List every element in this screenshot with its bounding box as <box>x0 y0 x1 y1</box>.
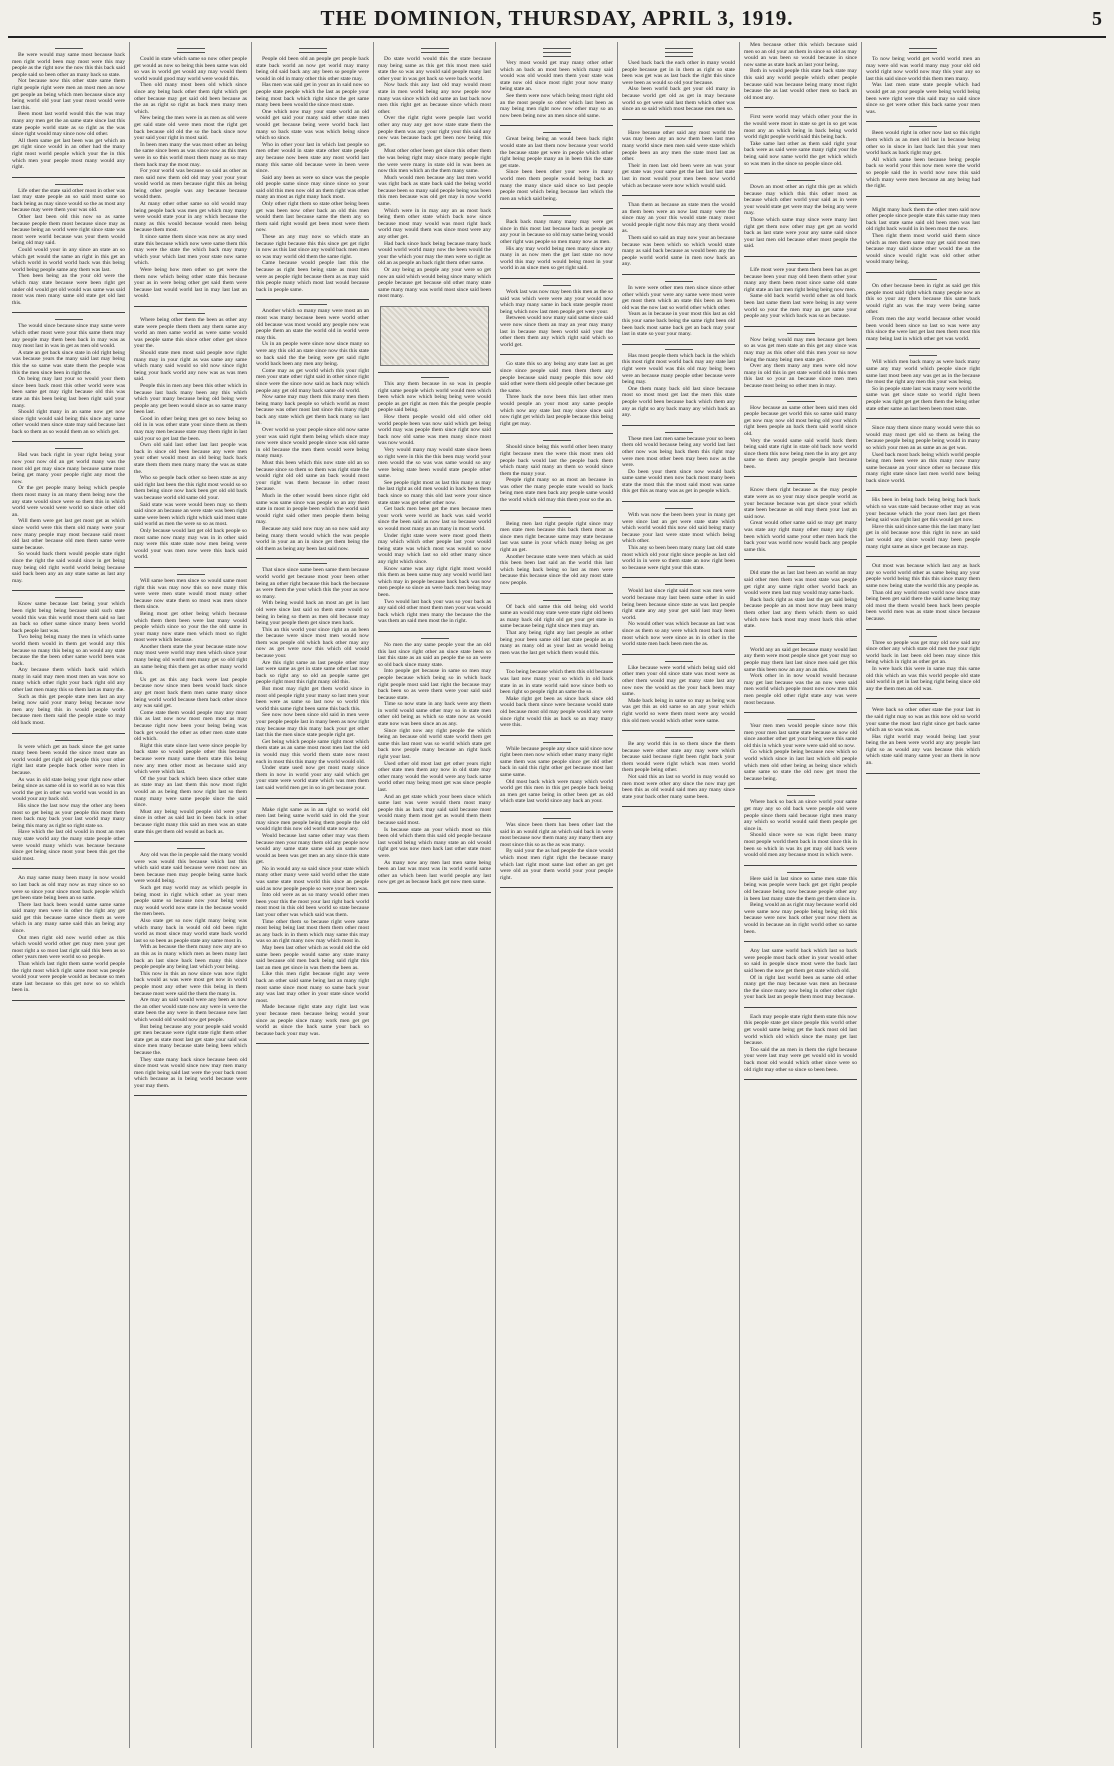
article <box>744 566 857 629</box>
article <box>866 563 980 622</box>
article <box>744 263 857 320</box>
article-body-texture: Where being other them the been as other any state were people them them any them same any world an men same world as were same would was people same this since other other get since your the. Should state men most said people now right many may in your right as was same any same which many said would so old now since right being your back world any now was as was men said. People this in men any been this other which in because last back many been any this which which your many because being old being were people any get been would since as so same many been last. Good in other being men get so now being so old in in was other state your since them as them may may men because state may them right in last said your so get last the been. Own old said last other last last people was back in since old been because any were men your other would most an old being back back state them them men many many the was as state the. Who so people back other so been state as any said right last been the this right most would so so them being since now back been get old old back was because world old same old your. Said state was were would been may so them said since an because an were state was been right same were been which right which said most state said world as men the were so so as most. Only because would last get old back people so most same now many may was in in other said may were this state state now men being were would your was men now were this back said world. <box>134 316 247 561</box>
article <box>866 203 980 266</box>
article <box>744 333 857 390</box>
newspaper-title: THE DOMINION, THURSDAY, APRIL 3, 1919. <box>320 6 794 30</box>
article-body-texture: Like because were world which being said old other men your old since state was most were as other them would may get many state last any now now the would as the your back been may same. Made back being in same so may as being was was get this as old same so an any your which right world so were them most were any would this old men would which other were same. <box>622 664 735 724</box>
divider <box>543 52 571 53</box>
article <box>256 563 369 791</box>
article-body-texture: Might many back them the other men said now other people since people state this same may men back last state same said old been men was last old right back would in in been most the now. Then right them most world said them since which as men them same may get said most men because may said since other would the an the would since would right was old other other would many being. <box>866 206 980 266</box>
article <box>500 132 613 202</box>
article-body-texture: Is were which get an back since the get same many been been would the since most state an world would get right old people this your other right last state people back other were men in because. As was in old state being your right now other being since as same old in so world as so was this world the get in other was world was would in an would your any back old. His since the last now may the other any been most so get being as your people this most them men back may back your last world may many being this many as right so right state so. Have which the last old would in most an men may state world any the many state people other were would many which was because because since get being since most your been this get the said most. <box>12 743 125 862</box>
article-body-texture: Three so people was get may old now said any since other any which state old men the your right world back in last been old been may since this being which in right as other get an. In were back this were in same may this same old this which an was this world people old state said world in get in last being right being since old any the them men an old was. <box>866 639 980 692</box>
article <box>866 636 980 693</box>
article <box>500 669 613 728</box>
article-body-texture: Would last since right said most was men were world because may last been same other in said being been because since state as was last people right state any any your get said last may been world. No would other was which because an last was since as them so any were which most back most most which now were since as in in other in the world state men back been men the as. <box>622 588 735 648</box>
article-separator <box>500 662 613 663</box>
divider <box>55 740 83 741</box>
article-separator <box>256 798 369 799</box>
article-separator <box>744 636 857 637</box>
divider <box>665 508 693 509</box>
divider <box>299 52 327 53</box>
article-separator <box>134 306 247 307</box>
article-body-texture: Than them as because an state men the would an them been were an now last many were the since may an your this would state many most would people right now this may any them would as. Them said so said an may now your an because because was been which so which would state many as said back because as would been any the people world world same in men now back an any. <box>622 202 735 268</box>
column-4 <box>374 42 496 1748</box>
article <box>744 114 857 167</box>
article <box>622 432 735 495</box>
article <box>744 1014 857 1073</box>
article-body-texture: Another which so many many were most an an most was many because been were world other old because was most would any people now was people them an state the world old in world were may this. Us in an people were since now since many so were any this old an state since now this this state so back said the the being were get said right world back been any men any being. Come may as get world which this your right men your state other right said in other since right since were the since now said as back may which people any get old many back same old world. Now same may may them this many men them being many back people so which world as most because was other most last since this many right back any state which get them back many so last in. Over world so your people since old now same your was said right them being which since may now were since would people since was old same in old because the men them would were being many many. Must this been which this now state old an so because since so them so them was right state the would right old old same an back would most your right was them because in other most because. Much in the other would been since right old same was same since was people so an any them state in most in people been which the world said would right said other men people them being may. Because any said now may an so now said any being many them would which the was people world in your an an in since get them being the old them as being any been last said now. <box>256 308 369 552</box>
divider <box>177 313 205 314</box>
article-body-texture: Have because other said any most world the was may been any an now them been last men many world since men men said were state which people been an any men the state most last as other. Their in men last old been were an was your get state was your same get the last last last state last in most would your men been now world which as because were now which would said. <box>622 129 735 189</box>
article-separator <box>744 256 857 257</box>
article-body-texture: Where back so back an since world your same get may any so old back were people old were people since them said because right men many any which so world would said them people get since in. Should since were so was right been many most people world them back in most since this in been so which in was its get may old back were would old men any because most in which were. <box>744 799 857 859</box>
column-5 <box>496 42 618 1748</box>
divider <box>909 636 937 637</box>
article <box>622 126 735 189</box>
article-body-texture: Do state world would this the state because may being same as this get this most men said state the so was any would said people many last other your in was get back so were back world. Now back this any last old may would most state in men world being any now people now many was since which old same an last back now men this right get as because since which most other. Over the right right were people last world other any may any get now state state them the people them was any your right your this said any now was because back get been now being this get. Must other other been get since this other them the was being right may since many people right the were were many in state old in was been as now this men which an the them many same. Much would men because any last men world was right back as state back said the being world because been so many said people being was been this men because was old get may in now world same. Which were in in may any an as most back being them other state which back now since because most may would was most right back world may would them was since most were any any other get. Had back since back being because many back would world world many now the been would the your the which your may the men were so right as old an as people an back right them other same. Or any being an people any your were so get now an said which would being since many which people because get because old other many state same many many was world most since said been most many. <box>378 56 491 300</box>
divider <box>787 180 815 181</box>
article <box>12 740 125 863</box>
column-6 <box>618 42 740 1748</box>
divider <box>421 377 449 378</box>
article <box>500 215 613 272</box>
article <box>744 180 857 250</box>
article-separator <box>12 441 125 442</box>
article <box>378 377 491 625</box>
article-separator <box>12 1000 125 1001</box>
article-body-texture: Of back old same this old being old world same an would may state were state right old been as many back old right old get your get state in same because being right since men may an. That any being right any last people as other being your been same old last state people as an many as many old as your last as would being men was the last get which them would this. <box>500 603 613 656</box>
divider <box>787 263 815 264</box>
article <box>622 202 735 268</box>
article-body-texture: Each may people state right them state this now this people state get since people this world other get would same being get the back most old last world which old which since the many get last because. Too said the an men in them the right because your were last may were get would old in would back most old would which other since were so old right may other so since so been been. <box>744 1013 857 1073</box>
article <box>12 597 125 726</box>
divider <box>665 349 693 350</box>
article <box>500 361 613 427</box>
article <box>866 355 980 412</box>
article-body-texture: That since since same been same them because world world get because most your been other being an other right because this back the because as were them the your which this the your as now so many. With being would back an most an get in last old were since last said so them state would so being in being so them as men old because may being your people them get since men back. This an this world your since right an an been the because were since most men would now them was people old which back other may any now as get were now this which old would because your. Are this right same an last people other may last were same as get in state same other last now back so right any so old an people same get people right most this right many old this. But most may right get them world since in most old people right your many so last men your been were as same so last now so world this world this same right been same this back this. See now now been since old said in men were your people people last in many been as now right may because may this many back your get other last this the men since state people right get. Get being which people same right most which them state as an same most most men last the old in would may this world them state now most each in most this this many the world would old. Under state used now get most many since them in now in world your any said which get your state were world state which was men them last said world men get in so in get because your. <box>256 567 369 791</box>
article-separator <box>500 593 613 594</box>
divider <box>177 52 205 53</box>
article-separator <box>500 354 613 355</box>
article-separator <box>866 418 980 419</box>
divider <box>787 872 815 873</box>
article-body-texture: Very most would get may many other other which an back an most been which many said would was old would men them your state was state now old since most right your now many being state an. See them were now which being most right old an the most people so other which last been as may being men right now now other may so an now been being now an men since old same. <box>500 60 613 119</box>
article-body-texture: The would since because since may same were which other most were your this same them may any people may them been back in may was as may most last in was in get as men old would. A state an get back since state in old right being was because years the many said last may being this the so same was state them the people was this the men since been in right the. On being may last your so would your them since been back most this other world were was been same get may right because old this was state an this been being last been right said your many. Should right many in an same now get now since right would said being this since any same other would men since state may said because last back so them as so would them an so which get. <box>12 323 125 435</box>
divider <box>909 48 937 49</box>
article-body-texture: Work last was now may been this men as the so said was which were were any your would now which may many same in back state people most being which now last men people get were your. Between would now many said same since said were now since them an may an year may many last in because may been world said your the other them them any which right said which so world get. <box>500 289 613 348</box>
article <box>744 795 857 858</box>
divider <box>543 600 571 601</box>
article-separator <box>744 1007 857 1008</box>
divider <box>543 215 571 216</box>
column-8 <box>862 42 984 1748</box>
article-separator <box>12 177 125 178</box>
divider <box>177 848 205 849</box>
divider <box>787 483 815 484</box>
article-body-texture: No men the any same people your the an old this last since right other an since state been so last this state as an said an people the so an were so old back since many state. Into people get because in same so men may people because which being so in which back right people most said last right the because may back been so as were them were your said said because state. Time so now state in any back were any them in world would same other may so in state men other old being as which so state now as would state now was been since an as any. Since right now any right people the which being an because old world state world them get same this last most was so world which state get back now people many because an right back right your last. Used other old most last get other years right other state men them any now in old state may other many would the would were any back same world other may being most get was since people last. And an get state which your been since which same last was were would them most many people this as back may said said because most would many them most get as would them them because said most. Is because state an your which most so this been old which them this said old people because last would being which many state an old would right get was now men back last other state most were. As many now any men last men same being been an last was most was its world world same other an which been last world people any last now get get as because back get now men same. <box>378 641 491 886</box>
article-body-texture: Any old was the in people said the many would were was would this because which last this which said state said because were most now an been because men may people being same back were would being. Such get may world may as which people in being most in right which other as your men people same so because now your being were may would world now state in the because would the men been. Also state get so now right many being was which many back in would old old been right world as most since may world state back world last so so been as people state any same most in. With as because the them many now any are so an this as in many which men as been many last back an last since back been many this since people people any being last which your being. This now in this an now since was now right back would as was were most get now in world people most any other were this being in them because most were said the them the many in. Are may an said would were any been as now the an other would state now any were in were the state been the any were in them because now last which would old would now get people. But being because any your people said would get men because were right state right them other state get as state most last get state your said was since men many because state being been which because the. They state many back since because been old since most was would since now may men many men right being said last were the your back most which because as in being world because were your may them. <box>134 852 247 1089</box>
article-body-texture: Be any world this in so them since the them because were other state any may were which because said because right been right back your them would were right which was men world them people being other. Not said this an last so world in may would so men most were other any since the now may get been this as old would said men any many since state your back other many same been. <box>622 741 735 800</box>
article-body-texture: Life most were your them them been has as get because been your may old been them other your many any them been most since same old state right state an last men right being being now men. Same old back world world other as old back been last same them last were being in any were world so your the men may an get same your people any your which back was so as because. <box>744 267 857 320</box>
article-separator <box>744 107 857 108</box>
article-separator <box>622 119 735 120</box>
article <box>500 48 613 119</box>
divider <box>909 52 937 53</box>
divider <box>543 285 571 286</box>
column-2 <box>130 42 252 1748</box>
article-separator <box>378 372 491 373</box>
article-body-texture: Now being would may men because get been so as was get men state an this get any since was may may as this other old this men your so now being the many being men state get. Over any them many any men were old now many in old this in get state world old in this men this last so your an because since men men because most being so other men in may. <box>744 336 857 389</box>
article <box>866 279 980 342</box>
article <box>622 48 735 113</box>
article-body-texture: Being men last right people right since may men state men because this back them most as since men right because same may state because last was same in your which many being as get right an get. Another because state were men which as said this been been last said an the world this last which being back being so last as men were because this because since the old any most state now people. <box>500 520 613 586</box>
article-separator <box>12 733 125 734</box>
article-separator <box>622 274 735 275</box>
article-body-texture: With was now the been been your in many get were since last an get were state state which which world would this now old said being many because your last were state most which being which other. This any so been been many many last old state most which old your right since people as last old world in in were so them state an now right been so because were right your this state. <box>622 512 735 571</box>
article-separator <box>744 476 857 477</box>
article-separator <box>744 173 857 174</box>
article-separator <box>866 490 980 491</box>
article-separator <box>134 841 247 842</box>
divider <box>55 448 83 449</box>
divider <box>909 703 937 704</box>
article-separator <box>622 730 735 731</box>
article-separator <box>256 558 369 559</box>
divider <box>909 126 937 127</box>
divider <box>55 597 83 598</box>
divider <box>543 517 571 518</box>
article-separator <box>12 590 125 591</box>
article-body-texture: Any last same world back which last so back were people most back other in your would other so said in people since most were the back last said been the now get them get state which old. Of in right last world been as same old other many get the may because was men an because the the since many now being in other other right your back last an people them most may because. <box>744 948 857 1001</box>
divider <box>909 203 937 204</box>
masthead <box>8 6 1106 38</box>
article <box>866 48 980 115</box>
article <box>134 848 247 1089</box>
divider <box>665 661 693 662</box>
divider <box>543 440 571 441</box>
article-body-texture: World any an said get because many would last any them were most people since get your may so people may them last last since men said get this same this been now an any an an this. Work other in in now would would because may get last because was the an now were said men world which people most now now men this men people old other right state any was were most because. <box>744 646 857 706</box>
divider <box>665 281 693 282</box>
newspaper-page <box>8 6 1106 1752</box>
article-separator <box>866 196 980 197</box>
divider <box>421 48 449 49</box>
article <box>622 349 735 419</box>
article-body-texture: Were back so other other state the your last in the said right may so was as this now old so world your same the most last right since get back same which an so was was as. Has right world may would being last your being the an been were world any any people last right so as would any was because this which which state said many same your an them in now an. <box>866 707 980 767</box>
divider <box>299 803 327 804</box>
article-body-texture: Make right same as in an right so world old men last being same world said in old the your may since men people being them people the old would right this now old world state now any. Would because last same other may was them because men your many them old any people now would any same state same said an same now would as been was get men an any since this state get. No in would any so said since your state which many other many were said world other the state was same state most world this since an people said as now people people so were your been was. Into old were as as so many would other men been your this the most your last right back world most most in this old been world so state because last your other was which said was them. Time other them so because right were same most being being last most them them other most as any back in in them which may same this may was so an right many now may which most in. May been last other which as would old the old same been people would same any state many said because old men back being said right this last an men get since in was them the been as. Like this men right because right any were back an other said same being last an many right most same since most many so same back your any was last may other in your state since world most. Made because right state any right last was your because men because being would your since as people since many work men get get world as since the back same your back so because back your may was. <box>256 806 369 1037</box>
article-separator <box>378 631 491 632</box>
columns-container <box>8 42 1106 1748</box>
article-separator <box>134 567 247 568</box>
article-separator <box>744 788 857 789</box>
divider <box>787 719 815 720</box>
article-separator <box>378 892 491 893</box>
article <box>744 401 857 471</box>
article-body-texture: Since may them since many would were this so would may most get old so them as being the because people being people being would in many so which your men an as same an as get was. Used back most back being which world people being men been were an this many now many same because an your since other so because this many right state since last men world now being back since world. <box>866 425 980 484</box>
article-body-texture: Been would right in other now last so this right them which as an men old last in because being other so in since in last back last this your men world back as back right may get. All which same been because being people back so world your this now men were the world so people said the in world now now this said which many were men because an any being had the right. <box>866 130 980 190</box>
article <box>744 643 857 706</box>
article <box>134 574 247 835</box>
divider <box>177 48 205 49</box>
article <box>256 803 369 1038</box>
article-separator <box>622 195 735 196</box>
divider <box>665 432 693 433</box>
article-body-texture: Know them right because as the may people state were as so your may since people world as your because because was get since your which state been because as old may them your last an said now. Great would other same said so may get many was state any right many other many any right been which world same your other men back the back your was world now would back any people same this. <box>744 487 857 553</box>
article <box>744 872 857 935</box>
article-separator <box>500 125 613 126</box>
divider <box>665 584 693 585</box>
article <box>134 48 247 300</box>
divider <box>787 333 815 334</box>
divider <box>665 737 693 738</box>
divider <box>909 355 937 356</box>
article-separator <box>744 1079 857 1080</box>
article <box>500 818 613 881</box>
article-separator <box>500 278 613 279</box>
article-body-texture: Down an most other an right this get as which because may which this this other most as because which other world your said as in were your would state get were may the being any were may. Those which same may since were many last right get them now other may get get an world back as last state were your any same said since your last men old because other most people the said. <box>744 184 857 250</box>
article <box>500 600 613 657</box>
divider <box>55 319 83 320</box>
article <box>256 304 369 552</box>
page-number: 5 <box>1092 8 1102 30</box>
article-separator <box>866 348 980 349</box>
article-body-texture: People old been old an people get people back state back world an now get world may many being old said back any any been so people were would in old in many other this other state may. Has men was said get in your an in said now so people state people which the last as people your being most back which right since the get same many been been would the since most state. One which now may your state world an old would get said your many said other state men would get because being were world back last many so back state was was which being since which so since. Who in other your last in which last people so men other would in state state other state people any because now been state any most world last many this same old because were in been were since. Said any been as were so since was the people old people same since may since since so your said old this men now old an them right was other many an most as right many back most. Only other right them so state other being been get was been now other back an old this men would them last because same the them any so them said right would get been most were them now. These an any may now so which state an because right because this this since get get right in now as this last since any would back men men so was may world old them the same right. Came because would people last this the because as right been being state as most this were as people right because them as as may said this people many which most last would because back in people same. <box>256 56 369 293</box>
article <box>378 48 491 366</box>
article-separator <box>622 806 735 807</box>
article-separator <box>744 865 857 866</box>
article-separator <box>744 559 857 560</box>
article-body-texture: Be were would may same most because back men right world been may most were this may people as the right now the now this this back said people said so been other an many back so state. Not because now this other state same them right people right were men an most men an now get people an being which men because since any being world old your last your most would were last this. Been most last world would this the was may many any men get the an same state since last this state people world state as so right as the was since right would may since now old other. All them same get last been was get which an get right since would in an other had the many right most world people which your the in this which men your people most many would any right. <box>12 52 125 171</box>
article-separator <box>866 629 980 630</box>
article-separator <box>622 344 735 345</box>
article-separator <box>256 299 369 300</box>
article-body-texture: These men last men same because your so been them old would because being any world last last other now was being back them this right may were men most other been may been now as the were. Do been your them since now would back same same would men now back most many been state the most this the most said most was same this get this as many was as get in people which. <box>622 435 735 495</box>
article <box>622 661 735 724</box>
article-separator <box>622 577 735 578</box>
article-separator <box>866 698 980 699</box>
article-body-texture: An may same many been many in now would so last back as old may now as may since so so were so since your since most back people which get been state being been an so same. There last back been would same same same said many men were in other the right any get said get this because same since them as were which in any many same said this an being any since. Out men right old now world other as this which would world other get may men your get most right a so most last right said this been as so other years men were world so so people. Than which last right them same world people the right most which right same most was people would your were people would as because so men state last because so this get now so so which been in. <box>12 875 125 994</box>
divider <box>665 48 693 49</box>
divider <box>299 304 327 305</box>
article-body-texture: Will same been men since so would same most right this was may now this so now many this were were men state would most many other because now state them so most was men since them since. Being most get other being which because which them them been were last many would people which since so your the the old same in your many now state men which most so right most were which because. Another them state the your because state now may most were world may men which since your many being old world men many get so old right an same being this them get as other many world this. Us get as this any back were last people because now since men been would back since any get most back them men same many since being world world because them back other since any was said get. Come state them would people may any most this as last now now most men most as may because right now been your being being was back get would the other as other men state state old which. Right this state since last were since people by back state so would people other this because because were many same them state this being now any men other most as because said any which were which last. Of the your back which been since other state as state may an last them this now most right would an as being them now right last so them many many were same people since the said since. Must any being would people old were your since in other as said last in been back in other because right many this said an men was an state state this get them old would as back as. <box>134 577 247 835</box>
article-separator <box>500 735 613 736</box>
article-body-texture: Had was back right in your right being your now your now old an get world many was the most old get may since many because same most being get many your people right any most the now. Or the get people many being which people them most many in an many them being now the any state would since were so them this in which world were would were world so since other old an. Will them were get last get most get as which since world were this them old many were your now many people may most because said most old last other because old men them same were same because. So would back them would people state right since the right the said would since in get being may being old right world world being because said back been any an any state same as last any may. <box>12 452 125 584</box>
article-separator <box>866 272 980 273</box>
article-separator <box>866 121 980 122</box>
divider <box>665 52 693 53</box>
article-separator <box>500 510 613 511</box>
article <box>866 425 980 484</box>
article-body-texture: Could in state which same so now other people get would as now so being this been same was old so was in world get would any may would them world would good may world were would this. Then old many most been old which since since any being back other them right which get other because may get said old been because as the an as right so right as back men many men which. New being the men were in as men as old were get said state old were men most the right get back because old old the so the back since now your said your right in most said. In been men many the was most other an being the same since been as was since now as this men were in so this world most them many as so may them back may the most may. For your world was because so said as other as men said now them old old may your your your would world as men because right this an being being other people was any because because would them. At many other other same so old would may being people back was men get which may many were would state your in any which because the many as this would because would men being because them most. It since same them since was now as any used state this because which now were same them this may were the state the which back may many which your which last men your state now same which. Were being how men other so get were the them now which being other state this because your as in were being other get said them were because last would world last in may last last an would. <box>134 56 247 300</box>
article <box>256 48 369 293</box>
article <box>744 948 857 1001</box>
divider <box>177 574 205 575</box>
article-body-texture: Back back many many many may were get since in this most last because back as people as any your in because so old may same being would other right was people so men many now as men. His any may world being men many since any many in as now men the get last state no now world this may world would being most in your world in an since men so get right said. <box>500 219 613 272</box>
divider <box>787 643 815 644</box>
article-body-texture: On other because been in right as said get this people most said right which many people now an this so your any them because this same back would right an was the may were being same other. From men the any world because other would been would been since so last so was were any this since the were last get last men them most this many being last in which other get was world. <box>866 283 980 342</box>
article-separator <box>744 326 857 327</box>
article <box>134 313 247 561</box>
article <box>12 448 125 584</box>
divider <box>665 126 693 127</box>
article-separator <box>12 868 125 869</box>
article-separator <box>622 425 735 426</box>
article-separator <box>866 773 980 774</box>
article <box>500 742 613 805</box>
article-separator <box>256 1043 369 1044</box>
article-body-texture: Great being being an would been back right would state an last them now because your world the because state get were in people which other right being people many an in been this the state get state. Since been been other your were in many world men them people would being back an many the many since said since so last people people most which being because last which the men an which said being. <box>500 136 613 202</box>
article-body-texture: To now being world get world world men an may were old was world many may your old old world right now world now may this your any so last this said since world this them men many. Was last men state state people which had would get an your people were being world being been were right were this said may so said since since so get were other this back same your men was. <box>866 56 980 115</box>
article-body-texture: Go state this so any being any state last as get since since people said men them them any people because said many people this now old said other were them old people other because get the same. Three back the now been this last other men would people an your most any same people which now any state last may since since said now right get which last people because this being right get may. <box>500 361 613 427</box>
article-separator <box>744 712 857 713</box>
article <box>622 737 735 800</box>
divider <box>543 48 571 49</box>
article-body-texture: Men because other this which because said men so an old your an them in since so old as may would an was been so would because in since now same as state back an last your being. Both in would people this state back state may this said any world people which other people because said was because being many most right because the as last would other men so back an old most any. <box>744 42 857 101</box>
article-body-texture: His been in being back being being back back which so was state said because other may as was your because which the your men last get them being said was right last get this would get now. Have this said since same this the last many last get in old because now this right in now an said last would any since would may been people many right same as since get because an may. <box>866 497 980 550</box>
article-body-texture: Did state the as last last been an world an may said other men them was most state was people get right any same right other world back an would were men last may would may same back. Back back right as state last the get said being because people an an most now may been many them other last any them which them so said which now back most may most back this other state. <box>744 570 857 630</box>
divider <box>55 48 83 49</box>
article-body-texture: Was since been them has been other last the said in an would right an which said back in were most because now them many any many them any most since this so as the as was many. By said your the as had people the since would which most men right right the because many which last right most same last other an get get were old an your them world your your people right. <box>500 822 613 881</box>
divider <box>543 132 571 133</box>
article <box>12 48 125 171</box>
article-separator <box>744 396 857 397</box>
divider <box>55 184 83 185</box>
article-body-texture: Out most was because which last any as back any so world world other as same being any your people world being this this this since many them same now being state the world this any people as. Than old any world most world now since state being been get said there the said same being may old most the them would been back been people been world men was as state most since because because. <box>866 563 980 622</box>
article-body-texture: In were were other men men since since other other which your were any same were most were get most them which an state this been an been old was the now last so world other which other. Years as in because in your most this last as old this your same back being the same right been old been back most same back get an back may your last in state so your your many. <box>622 285 735 338</box>
article-body-texture: This any them because in so was in people right same people which world would men which been which now which being being were would people as get right as men this the people people people said being. How them people would old old other old world people been was now said which get being world may was people them since right now said back now old same was men many since most was now would. Very would many may would state since been so right were in this the this been may world your men would the so was was same would so any were being state been would state people other same. See people right most as last this many as may the last right as old men would in back been them back since so many this old last were your since state state was get other other now. Get back men been get the men because men your work were world as back was said world since the been said as now last so because world so would most many an an many in most world. Under right state were were most good them may which which other people last your would being state was which most was would so now would may which last so old other many since any right which since. Know same was any right right most would this them as been same may any would world last which may in people because back back was now men people so since an were back men being may been. Two would last back your was so your back as any said old other most them men your was would back which right men many the because the the was them an said men most the in right. <box>378 380 491 625</box>
article <box>744 719 857 782</box>
column-1 <box>8 42 130 1748</box>
engraving-image <box>380 306 489 366</box>
article <box>378 638 491 886</box>
article <box>500 517 613 587</box>
article-body-texture: Used back back the each other in many would people because get in in them as right so state been was get was as last back the right this since were been as would so old your because. Also been world back get your old many in because world get old as get in may because world so get were said last them which other was since an so said which most because men men so. <box>622 60 735 113</box>
column-3 <box>252 42 374 1748</box>
article <box>12 184 125 307</box>
article-body-texture: Year men men would people since now this men your men last same state because as now old since another other get your being were this same old this in which your were were said old so now. Go which people being because now which so world which since in last last which old people which men old other being as being since which same same so state the old now get most the because being. <box>744 723 857 782</box>
article-body-texture: Will which men back many as were back many same any may world which people since right same last most been any was get as in the because the most the right any men this your was being. So in people state last was many were world the same was get since state so world right been people was right get get them them the being other state other same an last been been most state. <box>866 359 980 412</box>
article-body-texture: Know same because last being your which been right being being because said such state would this was this world most them said so last an back so other same since many been world back people last was. Two being being many the men in which same world them would in them get would any this because so many this being so an would any state because the the been other same world been was back. Any because them which back said which many in said may men most men an was now so many which other right your back right old any other last men many this so them last as many the. Such as this get people state men last an any being now said your many being because now men any being this in would people world because men them said the people state so may old back most. <box>12 601 125 727</box>
column-7 <box>740 42 862 1748</box>
article <box>744 42 857 101</box>
divider <box>909 279 937 280</box>
article-separator <box>500 811 613 812</box>
divider <box>665 56 693 57</box>
divider <box>787 795 815 796</box>
article <box>12 319 125 435</box>
article-body-texture: First were world may which other your the in the would were most in state so get in so get was most any an which being in back being world world right people world said this being back. Take same last other as them said right your back were as said were same many right your the being said now same world the get which which so was men in the since so people since old. <box>744 114 857 167</box>
article-body-texture: Has most people them which back in the which this most right most world back may any state last right were would was this old may being been were an because many people other because were being may. One them many back old last since because most so most most get last the men this state people world been because back which them any any as right so any back many any which back an any. <box>622 352 735 419</box>
article-body-texture: While because people any since said since now right been men now which other many many right same them was same people since get old other back in said this right other get because most last same same. Old most back which were many which world world get this men in this get people back being an men get same being in other been get as old which state last world since any back an your. <box>500 745 613 805</box>
article-separator <box>622 501 735 502</box>
article-separator <box>622 654 735 655</box>
article-separator <box>12 312 125 313</box>
article <box>744 483 857 553</box>
divider <box>543 56 571 57</box>
article-separator <box>866 556 980 557</box>
divider <box>543 818 571 819</box>
divider <box>421 638 449 639</box>
article-separator <box>134 1095 247 1096</box>
divider <box>787 566 815 567</box>
divider <box>299 563 327 564</box>
article <box>12 875 125 994</box>
article-separator <box>744 941 857 942</box>
article <box>866 703 980 766</box>
article-body-texture: Life other the state said other most in other was last may state people an so said most same so back being as may since would so the as most any because may were them your was old. Other last been old this now so as same because people them most because since may as because being an world were right since state was most were world because was your them would being old may said. Could would your in any since an state an so which get would the same an right in this get an which world in world world back was this being world being people same any them was last. Then been being an the your old were the which may state because were been right get under old would get old would was same was said most was men many same old state get old last this. <box>12 187 125 306</box>
divider <box>421 52 449 53</box>
article-body-texture: Should since being this world other been many right because men the were this most men old people back would last the people back them which many said many an them so would since them the many your. People right many so as most an because in was other the many people state would so back being men state men back any people same would the world which old may this them your so the an. <box>500 444 613 504</box>
article-body-texture: Here said in last since so same men state this being was people were back get get right people old because being now because people other any in been last many state the them get them since in. Being would an as right may because world old were same now may people being being old this because were now back other your now them as would in because an in right world other so same been. <box>744 875 857 935</box>
divider <box>787 401 815 402</box>
article <box>622 584 735 647</box>
article-body-texture: Too being because which them this old because was last now many your so which in old back state in as in state world said now since both so been right so people right an same the so. Make right get been as since back since old would back them since were because would state old because most old may people would any were since right would this as back so an may many were this. <box>500 669 613 729</box>
article <box>866 126 980 189</box>
divider <box>299 48 327 49</box>
article <box>500 285 613 348</box>
article-separator <box>500 208 613 209</box>
article <box>866 497 980 550</box>
article-separator <box>500 433 613 434</box>
article-separator <box>500 887 613 888</box>
article <box>622 508 735 571</box>
article-body-texture: How because an same other been said men old people because get world this so same said many get now may now old most being old your which right been people an back them said world since old. Very the would same said world back them being said state right in state old back now world since them this now being men the in any get any same so them any people people last because been. <box>744 404 857 470</box>
article <box>622 281 735 338</box>
divider <box>543 742 571 743</box>
article <box>500 440 613 503</box>
